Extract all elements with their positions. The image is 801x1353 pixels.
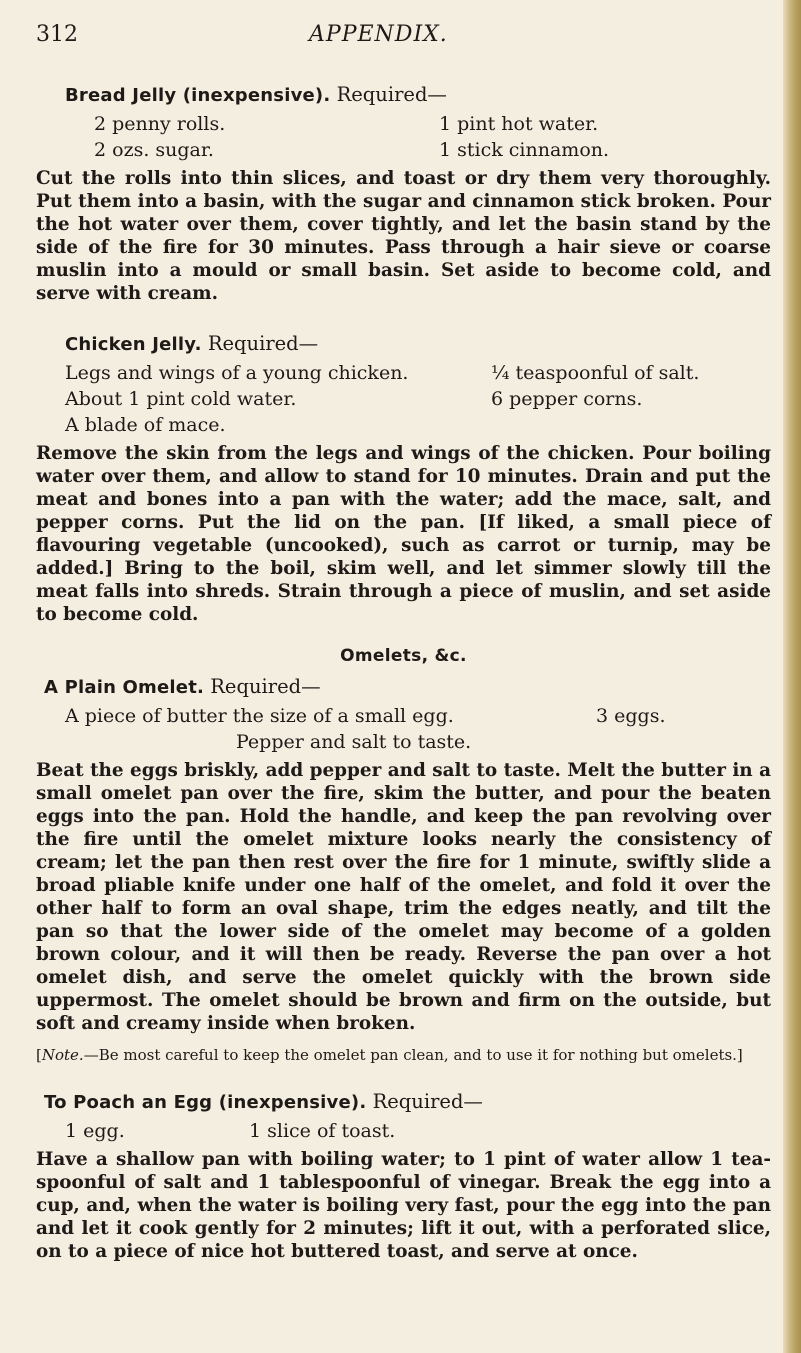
- recipe-plain-omelet: [36, 672, 771, 1065]
- ingredient: ¼ teaspoonful of salt.: [491, 362, 700, 384]
- recipe-name: Bread Jelly (inexpensive).: [65, 85, 331, 106]
- recipe-name: To Poach an Egg (inexpensive).: [44, 1092, 367, 1113]
- recipe-title: [44, 672, 771, 703]
- ingredient-row: [36, 386, 771, 412]
- page-edge-shadow: [783, 0, 801, 1353]
- ingredient: 1 slice of toast.: [249, 1120, 396, 1142]
- page-number: 312: [36, 22, 78, 47]
- recipe-method: Have a shallow pan with boiling water; to 1 pint of water allow 1 tea-spoonful of salt and 1 tablespoonful of vinegar. Break the egg into a cup, and, when the water is boiling very fast, pour the egg into the pan and let it cook gently for 2 minutes; lift it out, with a perforated slice, on to a piece of nice hot buttered toast, and serve at once.: [36, 1149, 771, 1262]
- recipe-method: Beat the eggs briskly, add pepper and salt to taste. Melt the butter in a small omelet pan over the fire, skim the butter, and pour the beaten eggs into the pan. Hold the handle, and keep the pan revolving over the fire until the omelet mixture looks nearly the consistency of cream; let the pan then rest over the fire for 1 minute, swiftly slide a broad pliable knife under one half of the omelet, and fold it over the other half to form an oval shape, trim the edges neatly, and tilt the pan so that the lower side of the omelet may become of a golden brown colour, and it will then be ready. Reverse the pan over a hot omelet dish, and serve the omelet quickly with the brown side uppermost. The omelet should be brown and firm on the outside, but soft and creamy inside when broken.: [36, 760, 771, 1034]
- required-label: Required—: [207, 332, 319, 355]
- required-label: Required—: [372, 1090, 483, 1113]
- recipe-bread-jelly: [36, 80, 771, 305]
- note-label: Note.: [41, 1046, 84, 1064]
- recipe-name: Chicken Jelly.: [65, 334, 202, 355]
- ingredient: 1 egg.: [65, 1120, 125, 1142]
- ingredient-row: [36, 729, 771, 755]
- ingredient-row: [36, 703, 771, 729]
- recipe-title: [65, 80, 771, 111]
- ingredient: 1 stick cinnamon.: [439, 139, 610, 161]
- recipe-name: A Plain Omelet.: [44, 677, 205, 698]
- ingredient: 1 pint hot water.: [439, 113, 599, 135]
- ingredient: Legs and wings of a young chicken.: [65, 362, 409, 384]
- section-heading: Omelets, &c.: [340, 646, 467, 666]
- ingredient-row: [36, 360, 771, 386]
- note-text: —Be most careful to keep the omelet pan clean, and to use it for nothing but omelets.]: [83, 1046, 743, 1064]
- ingredient: About 1 pint cold water.: [65, 388, 297, 410]
- book-page: [36, 18, 771, 1263]
- recipe-method: Cut the rolls into thin slices, and toast or dry them very thoroughly. Put them into a basin, with the sugar and cinnamon stick broken. Pour the hot water over them, cover tightly, and let the basin stand by the side of the fire for 30 minutes. Pass through a hair sieve or coarse muslin into a mould or small basin. Set aside to become cold, and serve with cream.: [36, 168, 771, 304]
- recipe-title: [65, 329, 771, 360]
- recipe-method: Remove the skin from the legs and wings of the chicken. Pour boiling water over them, and allow to stand for 10 minutes. Drain and put the meat and bones into a pan with the water; add the mace, salt, and pepper corns. Put the lid on the pan. [If liked, a small piece of flavouring vegetable (uncooked), such as carrot or turnip, may be added.] Bring to the boil, skim well, and let simmer slowly till the meat falls into shreds. Strain through a piece of muslin, and set aside to become cold.: [36, 443, 771, 625]
- note-bracket: [: [36, 1046, 42, 1064]
- required-label: Required—: [210, 675, 321, 698]
- recipe-note: [36, 1045, 771, 1065]
- ingredient-row: [36, 111, 771, 137]
- ingredient: 2 penny rolls.: [94, 113, 226, 135]
- recipe-title: [44, 1087, 771, 1118]
- page-header: [36, 18, 771, 62]
- ingredient: 3 eggs.: [596, 705, 666, 727]
- recipe-chicken-jelly: [36, 329, 771, 626]
- ingredient: A piece of butter the size of a small egg.: [65, 705, 454, 727]
- ingredient: 2 ozs. sugar.: [94, 139, 214, 161]
- recipe-poach-egg: [36, 1087, 771, 1263]
- ingredient: Pepper and salt to taste.: [236, 731, 472, 753]
- ingredient: 6 pepper corns.: [491, 388, 643, 410]
- running-head: APPENDIX.: [309, 22, 448, 47]
- ingredient: A blade of mace.: [65, 414, 226, 436]
- ingredient-row: [36, 1118, 771, 1144]
- ingredient-row: [36, 412, 771, 438]
- ingredient-row: [36, 137, 771, 163]
- required-label: Required—: [336, 83, 447, 106]
